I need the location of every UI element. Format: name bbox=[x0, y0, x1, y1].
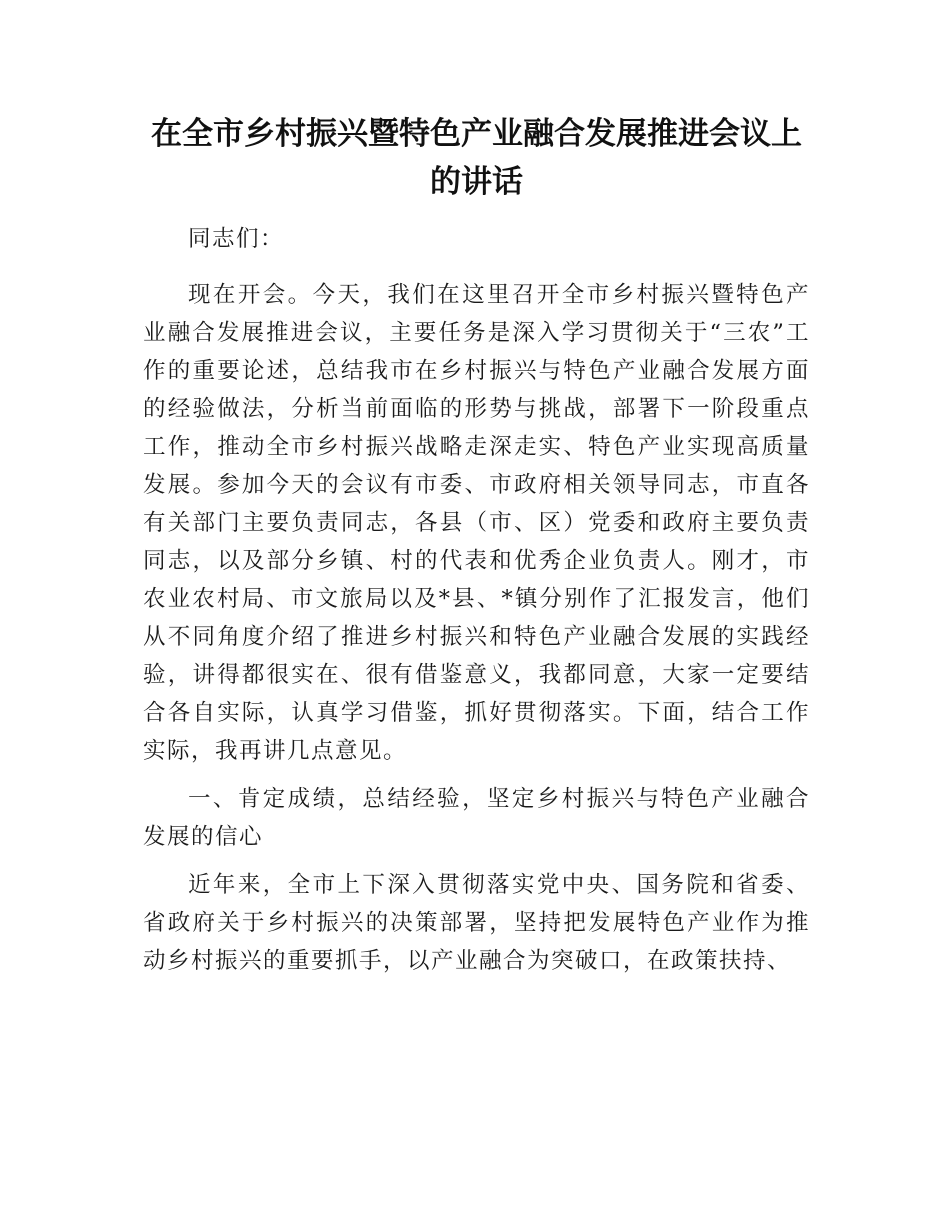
document-body bbox=[143, 220, 810, 980]
paragraph-opening: 现在开会。今天，我们在这里召开全市乡村振兴暨特色产业融合发展推进会议，主要任务是深入学习贯彻关于“三农”工作的重要论述，总结我市在乡村振兴与特色产业融合发展方面的经验做法，分析当前面临的形势与挑战，部署下一阶段重点工作，推动全市乡村振兴战略走深走实、特色产业实现高质量发展。参加今天的会议有市委、市政府相关领导同志，市直各有关部门主要负责同志，各县（市、区）党委和政府主要负责同志，以及部分乡镇、村的代表和优秀企业负责人。刚才，市农业农村局、市文旅局以及*县、*镇分别作了汇报发言，他们从不同角度介绍了推进乡村振兴和特色产业融合发展的实践经验，讲得都很实在、很有借鉴意义，我都同意，大家一定要结合各自实际，认真学习借鉴，抓好贯彻落实。下面，结合工作实际，我再讲几点意见。 bbox=[143, 282, 810, 764]
document-page bbox=[143, 110, 810, 990]
section-heading-one: 一、肯定成绩，总结经验，坚定乡村振兴与特色产业融合发展的信心 bbox=[143, 786, 810, 850]
greeting: 同志们： bbox=[188, 226, 285, 252]
paragraph-achievements: 近年来，全市上下深入贯彻落实党中央、国务院和省委、省政府关于乡村振兴的决策部署，坚持把发展特色产业作为推动乡村振兴的重要抓手，以产业融合为突破口，在政策扶持、 bbox=[143, 872, 810, 974]
document-title: 在全市乡村振兴暨特色产业融合发展推进会议上的讲话 bbox=[151, 116, 802, 200]
